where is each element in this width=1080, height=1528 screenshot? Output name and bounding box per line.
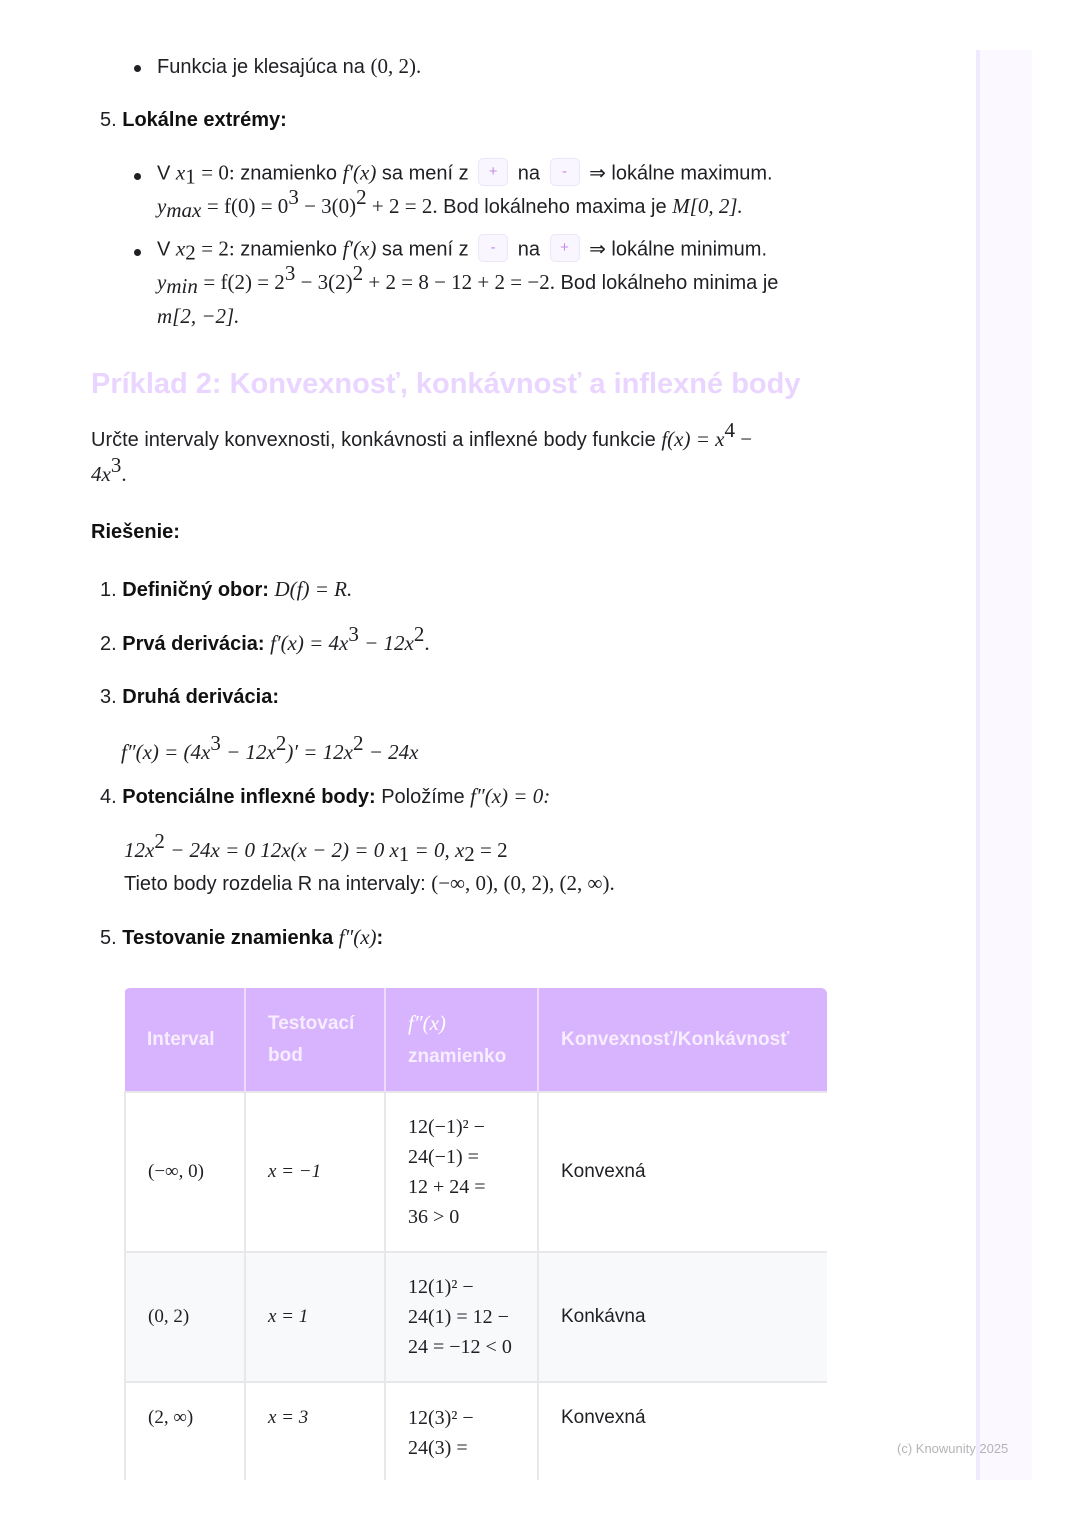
math: f″(x) = 0: [470,784,551,808]
cell-calc [385,1382,538,1480]
text: V [157,238,171,261]
calc-line: 12 + 24 = [408,1176,486,1198]
math: D(f) = R. [274,577,353,601]
second-derivative-formula [121,731,419,765]
math-eq: = 2: [201,236,235,261]
max-line-2 [157,185,743,222]
math-point: m[2, −2]. [157,304,240,328]
cell-result: Konkávna [538,1252,827,1382]
cell-result: Konvexná [538,1382,827,1480]
text: znamienko [240,162,338,185]
cell-calc [385,1092,538,1252]
step-5-extremes-title [100,109,287,132]
step-title: Definičný obor: [122,579,269,601]
sign-chip-plus: + [550,234,580,262]
math: − [734,427,753,451]
header-result: Konvexnosť/Konkávnosť [538,988,827,1092]
math: f″(x) [338,925,377,949]
cell-result: Konvexná [538,1092,827,1252]
side-panel [976,50,1032,1480]
text: Položíme [381,786,465,808]
task-line-1 [91,418,753,452]
math-exp: 2 [275,731,287,755]
step-number: 4. [100,786,117,808]
math-var: x [175,236,186,261]
math-fprime: f′(x) [342,236,377,261]
step-2 [100,622,430,656]
header-sign-text: znamienko [408,1045,507,1067]
interval-math: (0, 2). [370,54,422,78]
result-text: ⇒ lokálne maximum. [589,162,773,185]
cell-point: x = 1 [245,1252,385,1382]
step-title: Potenciálne inflexné body: [122,786,376,808]
text: na [517,238,540,261]
step-title: Lokálne extrémy: [122,109,287,131]
task-text: Určte intervaly konvexnosti, konkávnosti a inflexné body funkcie [91,429,656,451]
cell-point: x = −1 [245,1092,385,1252]
table-row [125,1382,827,1480]
step-title: Prvá derivácia: [122,633,265,655]
cell-point: x = 3 [245,1382,385,1480]
bullet-decreasing [157,54,421,79]
math-eq: = 0: [201,160,235,185]
calc-line: 24(−1) = [408,1146,479,1168]
calc-line: 36 > 0 [408,1206,460,1228]
bullet-icon [134,173,141,180]
math-fx: f(x) = x [661,427,725,451]
math-exp: 3 [284,261,296,285]
task-line-2 [91,453,127,487]
math: − 24x [363,740,419,764]
inflection-equation [124,829,508,866]
math: − 12x [358,631,414,655]
math: + 2 = 2. [366,194,438,218]
step-number: 5. [100,927,117,949]
solution-label-text: Riešenie: [91,521,180,543]
math: = f(0) = 0 [206,194,289,218]
math-sub: min [166,274,198,298]
min-line-2 [157,261,779,298]
header-sign [385,988,538,1092]
calc-line: 12(−1)² − [408,1116,485,1138]
bullet-text: Funkcia je klesajúca na [157,56,365,78]
step-number: 3. [100,686,117,708]
max-line-1 [157,160,773,188]
text: Bod lokálneho minima je [560,272,779,294]
watermark: (c) Knowunity 2025 [897,1441,1009,1456]
bullet-icon [134,249,141,256]
math-var: x [175,160,186,185]
math-exp: 2 [413,622,425,646]
math: − 3(0) [298,194,357,218]
header-interval: Interval [125,988,245,1092]
math: = 2 [474,838,508,862]
min-line-1 [157,236,767,264]
math-point: M[0, 2]. [672,194,743,218]
header-test-point: Testovací bod [245,988,385,1092]
math-fprime: f′(x) [342,160,377,185]
step-title: Druhá derivácia: [122,686,279,708]
math: − 24x = 0 12x(x − 2) = 0 x [164,838,399,862]
cell-interval: (0, 2) [125,1252,245,1382]
text: na [517,162,540,185]
math: . [424,631,430,655]
sign-chip-plus: + [478,158,508,186]
step-number: 5. [100,109,117,131]
table-row [125,1092,827,1252]
math: − 3(2) [295,270,353,294]
math-sub: 1 [398,842,410,866]
sign-chip-minus: - [478,234,508,262]
calc-line: 12(3)² − [408,1407,474,1429]
solution-label [91,521,180,544]
step-3 [100,686,279,709]
math-sub: 2 [185,240,196,265]
math: − 12x [220,740,276,764]
math-y: y [157,270,167,294]
math: 12x [124,838,155,862]
min-line-3 [157,304,239,329]
math-exp: 3 [348,622,359,646]
math: + 2 = 8 − 12 + 2 = −2. [363,270,555,294]
text: V [157,162,171,185]
header-sign-math: f″(x) [408,1010,446,1035]
math-exp: 2 [154,829,165,853]
math-y: y [157,194,167,218]
text: Tieto body rozdelia R na intervaly: [124,873,426,895]
result-text: ⇒ lokálne minimum. [589,238,768,261]
step-number: 1. [100,579,117,601]
cell-interval: (−∞, 0) [125,1092,245,1252]
colon: : [376,927,384,949]
math: f′(x) = 4x [270,631,349,655]
math-exp: 3 [210,731,221,755]
calc-line: 12(1)² − [408,1276,474,1298]
text: Bod lokálneho maxima je [443,196,667,218]
math-sub: max [166,198,202,222]
cell-calc [385,1252,538,1382]
math: )′ = 12x [286,740,353,764]
table-row [125,1252,827,1382]
math-exp: 2 [352,261,364,285]
sign-chip-minus: - [550,158,580,186]
math-sub: 2 [464,842,475,866]
step-1 [100,577,352,602]
math: f″(x) = (4x [121,740,211,764]
step-number: 2. [100,633,117,655]
math-exp: 2 [356,185,367,209]
math-exp: 3 [110,453,122,477]
math-exp: 3 [288,185,299,209]
math: . [121,462,127,486]
math: = f(2) = 2 [203,270,285,294]
calc-line: 24(3) = [408,1437,468,1459]
math: 4x [91,462,111,486]
math-sub: 1 [185,164,196,189]
calc-line: 24 = −12 < 0 [408,1336,512,1358]
step-5 [100,925,383,950]
section-heading: Príklad 2: Konvexnosť, konkávnosť a inflexné body [91,368,801,400]
math-exp: 4 [724,418,735,442]
math: = 0, x [409,838,465,862]
text: sa mení z [381,238,469,261]
sign-table [124,988,827,1480]
table-header-row [125,988,827,1092]
math: (−∞, 0), (0, 2), (2, ∞). [431,871,615,895]
step-4 [100,784,550,809]
math-exp: 2 [352,731,364,755]
step-title: Testovanie znamienka [122,927,334,949]
text: sa mení z [381,162,469,185]
calc-line: 24(1) = 12 − [408,1306,509,1328]
text: znamienko [240,238,338,261]
cell-interval: (2, ∞) [125,1382,245,1480]
intervals-line [124,871,615,896]
bullet-icon [134,65,141,72]
